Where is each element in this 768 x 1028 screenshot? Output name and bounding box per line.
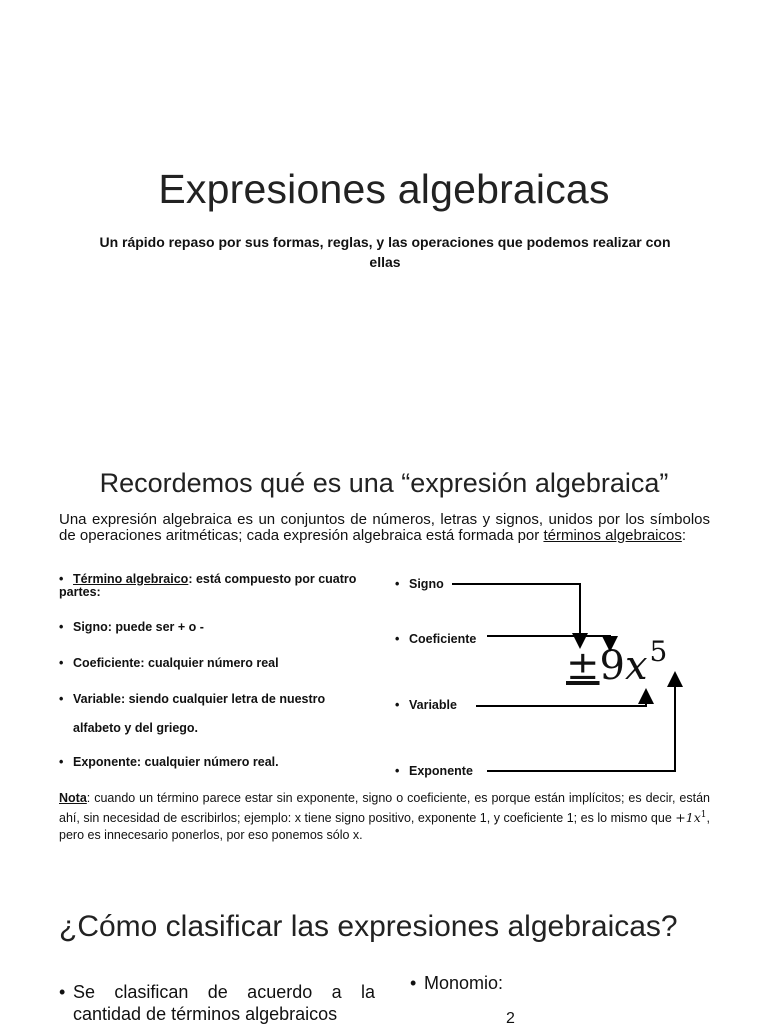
nota-label: Nota: [59, 791, 87, 805]
diagram-label-sign: • Signo: [395, 577, 444, 591]
slide1-title: Expresiones algebraicas: [158, 166, 610, 212]
slide1-subtitle: Un rápido repaso por sus formas, reglas, y las operaciones que podemos realizar con ellas: [99, 234, 671, 270]
formula-variable: x: [624, 643, 648, 689]
bullet-dot: •: [410, 973, 417, 993]
bullet-dot: •: [59, 656, 64, 670]
nota-paragraph: [59, 790, 710, 844]
slide3-title: ¿Cómo clasificar las expresiones algebraicas?: [59, 910, 678, 943]
diagram-label-variable: • Variable: [395, 698, 457, 712]
diagram-label-exponent: • Exponente: [395, 764, 473, 778]
bullet-dot: •: [59, 572, 64, 586]
nota-formula: +1x: [675, 810, 701, 826]
item-exponent: Exponente: cualquier número real.: [73, 755, 279, 769]
arrow-variable: [476, 692, 646, 706]
bullet-dot: •: [59, 755, 64, 769]
intro-colon: :: [681, 527, 687, 544]
arrow-coefficient: [487, 636, 610, 648]
nota-formula-exp: 1: [700, 810, 707, 820]
item-variable: Variable: siendo cualquier letra de nuestro: [73, 692, 326, 706]
slide3-fragment: 2: [506, 1010, 515, 1027]
formula-exponent: 5: [649, 635, 668, 668]
arrow-exponent: [487, 675, 675, 771]
formula-sign: ±: [566, 643, 600, 689]
nota-text-2: , pero es innecesario ponerlos, por eso ponemos sólo x.: [59, 811, 710, 843]
item-coefficient: Coeficiente: cualquier número real: [73, 656, 279, 670]
formula-coefficient: 9: [599, 643, 625, 689]
slide3-left-text: Se clasifican de acuerdo a la cantidad de términos algebraicos: [73, 982, 375, 1024]
slide3-right-bullet: [410, 973, 503, 994]
intro-text: Una expresión algebraica es un conjuntos de números, letras y signos, unidos por los símbolos de operaciones aritméticas; cada expresión algebraica está formada por: [59, 511, 710, 544]
slide3-right-text: Monomio:: [424, 973, 504, 993]
slide3-left-bullet: [59, 981, 375, 1025]
diagram-label-coefficient: • Coeficiente: [395, 632, 477, 646]
intro-terms-link: términos algebraicos: [543, 527, 682, 544]
bullet-dot: •: [59, 692, 64, 706]
term-label: Término algebraico: [73, 572, 189, 586]
nota-text-1: : cuando un término parece estar sin exponente, signo o coeficiente, es porque están implícitos; es decir, están ahí, sin necesidad de escribirlos; ejemplo: x tiene signo positivo, exponente 1, y coeficiente 1; es lo mismo que: [59, 791, 710, 826]
bullet-dot: •: [59, 620, 64, 634]
term-desc: : está compuesto por cuatro partes:: [59, 572, 357, 599]
bullet-dot: •: [59, 982, 66, 1002]
item-sign: Signo: puede ser + o -: [73, 620, 204, 634]
item-variable-cont: alfabeto y del griego.: [73, 721, 199, 735]
slide2-title: Recordemos qué es una “expresión algebraica”: [99, 468, 669, 498]
